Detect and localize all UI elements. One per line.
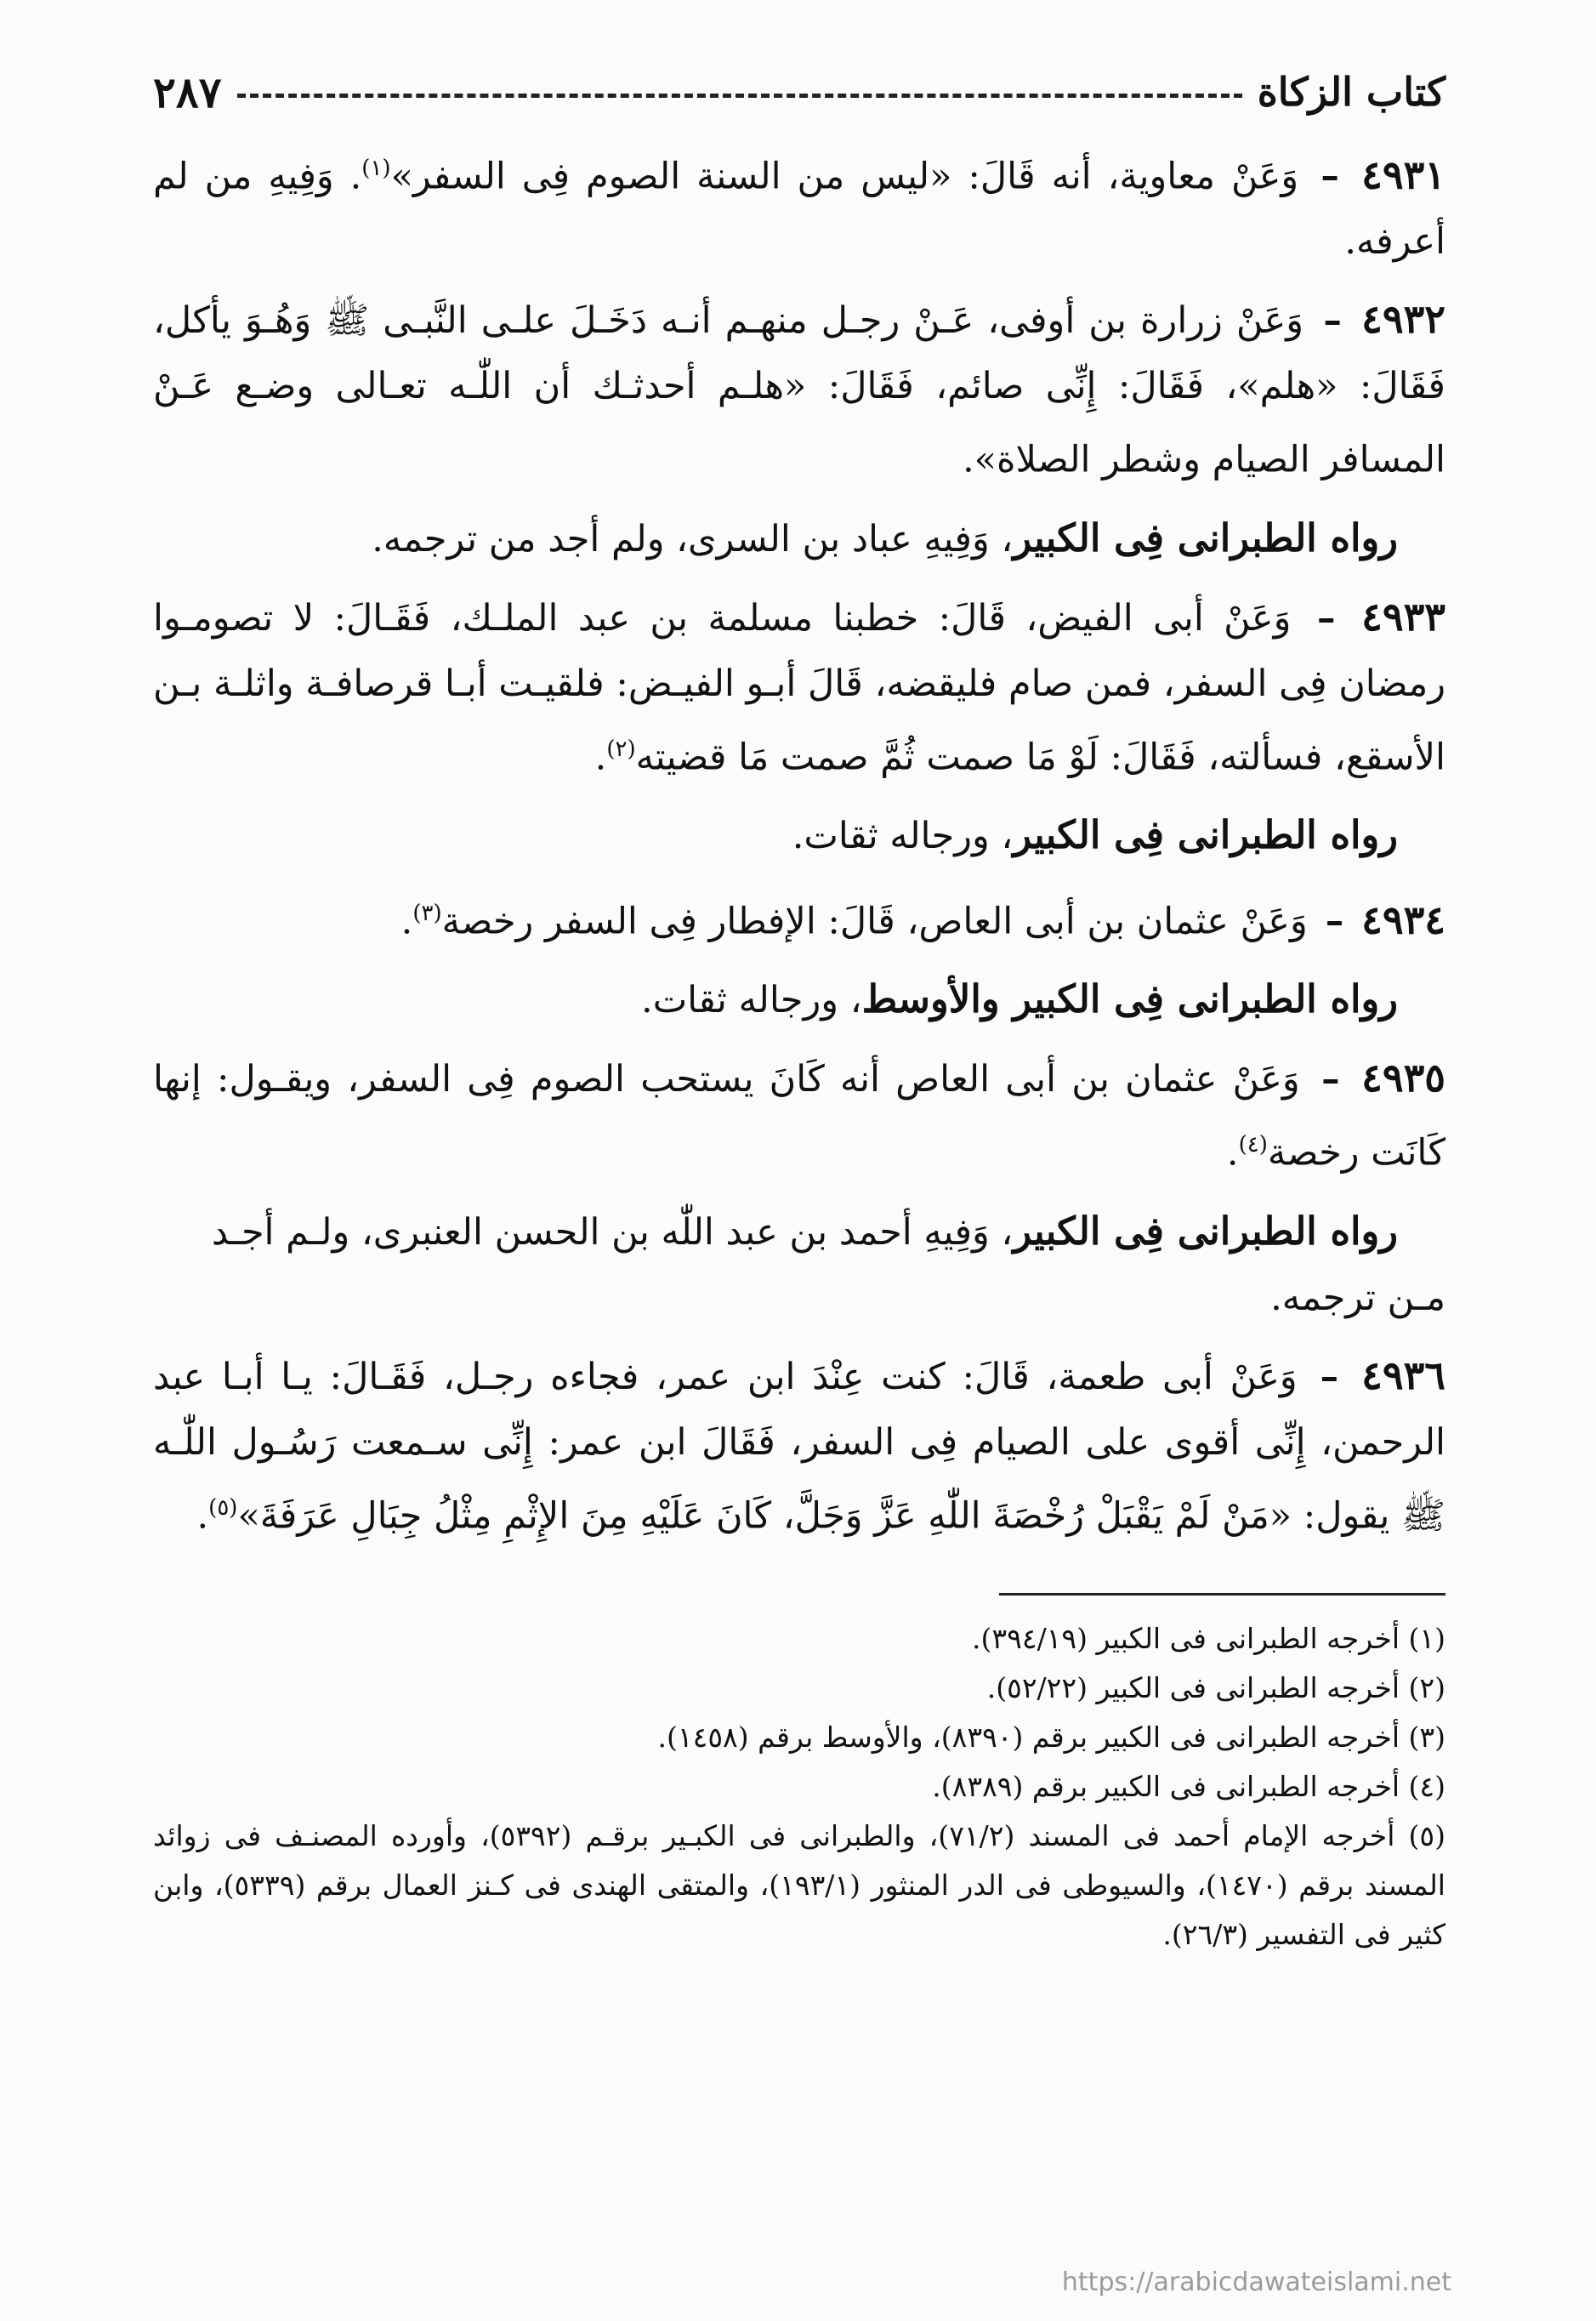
footnote-marker: (٥) [208,1494,238,1521]
hadith-text: وَعَنْ أبى طعمة، قَالَ: كنت عِنْدَ ابن عمر، فجاءه رجـل، فَقَـالَ: يـا أبـا عبد الرحمن، إِنِّى أقوى على الصيام فِى السفر، فَقَالَ ابن عمر: إِنِّى سـمعت رَسُـول اللّٰـه ﷺ يقول: «مَنْ لَمْ يَقْبَلْ رُخْصَةَ اللّٰهِ عَزَّ وَجَلَّ، كَانَ عَلَيْهِ مِنَ الإِثْمِ مِثْلُ جِبَالِ عَرَفَةَ» [153,1355,1445,1537]
narration-source: رواه الطبرانى فِى الكبير [1013,1208,1398,1254]
footnote-divider [999,1593,1445,1596]
narration-note [153,966,1445,1033]
narration-note [153,505,1445,572]
footnote-3: (٣) أخرجه الطبرانى فى الكبير برقم (٨٣٩٠)، والأوسط برقم (١٤٥٨). [657,1720,1445,1754]
page-title: كتاب الزكاة [1257,69,1445,115]
narration-rest: ، وَفِيهِ عباد بن السرى، ولم أجد من ترجمه. [372,517,1014,560]
narration-note [153,802,1445,869]
hadith-tail: . [400,900,413,943]
hadith-dash: – [1296,596,1357,640]
footnote-marker: (٣) [412,900,442,926]
footnote-marker: (٢) [606,736,636,762]
main-text [153,136,1445,1549]
narration-rest: ، وَفِيهِ أحمد بن عبد اللّٰه بن الحسن العنبرى، ولـم أجـد مـن ترجمه. [211,1210,1445,1319]
hadith-entry [153,1343,1445,1549]
page-number: ٢٨٧ [153,66,222,117]
footnote-4: (٤) أخرجه الطبرانى فى الكبير برقم (٨٣٨٩). [932,1769,1445,1803]
narration-source: رواه الطبرانى فِى الكبير [1013,811,1398,857]
watermark-url: https://arabicdawateislami.net [1061,2267,1451,2297]
hadith-text: وَعَنْ عثمان بن أبى العاص، قَالَ: الإفطار فِى السفر رخصة [441,900,1308,943]
hadith-tail: . [1226,1131,1239,1175]
hadith-tail: . [594,735,607,778]
hadith-dash: – [1303,155,1357,198]
book-page [153,60,1445,1960]
hadith-dash: – [1312,900,1357,943]
footnote-marker: (١) [361,156,391,181]
hadith-number: ٤٩٣١ [1361,151,1445,198]
hadith-dash: – [1302,1355,1357,1398]
hadith-text: وَعَنْ أبى الفيض، قَالَ: خطبنا مسلمة بن عبد الملـك، فَقَـالَ: لا تصومـوا رمضان فِى السفر، فمن صام فليقضه، قَالَ أبـو الفيـض: فلقيـت أبـا قرصافـة واثلـة بـن الأسقع، فسألته، فَقَالَ: لَوْ مَا صمت ثُمَّ صمت مَا قضيته [153,596,1445,778]
hadith-entry [153,136,1445,275]
narration-note [153,1198,1445,1331]
narration-rest: ، ورجاله ثقات. [792,814,1014,857]
hadith-number: ٤٩٣٥ [1361,1055,1445,1101]
narration-source: رواه الطبرانى فِى الكبير والأوسط [861,976,1398,1022]
hadith-text: وَعَنْ معاوية، أنه قَالَ: «ليس من السنة الصوم فِى السفر» [390,155,1299,198]
hadith-entry [153,881,1445,954]
hadith-entry [153,1045,1445,1186]
hadith-entry [153,584,1445,790]
footnote-2: (٢) أخرجه الطبرانى فى الكبير (٥٢/٢٢). [986,1670,1445,1704]
footnote-marker: (٤) [1238,1132,1268,1158]
hadith-text: وَعَنْ عثمان بن أبى العاص أنه كَانَ يستحب الصوم فِى السفر، ويقـول: إنها كَانَت رخصة [153,1058,1445,1175]
header-divider [237,94,1242,98]
hadith-tail: . وَفِيهِ من لم أعرفه. [153,155,1445,264]
hadith-dash: – [1309,299,1357,343]
hadith-number: ٤٩٣٣ [1361,593,1445,640]
hadith-text: وَعَنْ زرارة بن أوفى، عَـنْ رجـل منهـم أنـه دَخَـلَ علـى النَّبـى ﷺ وَهُـوَ يأكل، فَقَالَ: «هلم»، فَقَالَ: إِنِّى صائم، فَقَالَ: «هلـم أحدثـك أن اللّٰـه تعـالى وضـع عَـنْ المسافر الصيام وشطر الصلاة». [153,299,1445,481]
hadith-tail: . [196,1493,209,1537]
page-header [153,60,1445,124]
narration-source: رواه الطبرانى فِى الكبير [1013,515,1398,560]
footnote-5: (٥) أخرجه الإمام أحمد فى المسند (٧١/٢)، والطبرانى فى الكبـير برقـم (٥٣٩٢)، وأورده المصنـف فى زوائد المسند برقم (١٤٧٠)، والسيوطى فى الدر المنثور (١٩٣/١)، والمتقى الهندى فى كـنز العمال برقم (٥٣٣٩)، وابن كثير فى التفسير (٢٦/٣). [153,1818,1445,1951]
hadith-entry [153,287,1445,492]
footnotes [153,1614,1445,1960]
hadith-number: ٤٩٣٦ [1361,1351,1445,1398]
hadith-dash: – [1304,1058,1357,1101]
hadith-number: ٤٩٣٢ [1361,296,1445,343]
hadith-number: ٤٩٣٤ [1361,896,1445,943]
footnote-1: (١) أخرجه الطبرانى فى الكبير (٣٩٤/١٩). [972,1621,1445,1655]
narration-rest: ، ورجاله ثقات. [641,979,862,1022]
